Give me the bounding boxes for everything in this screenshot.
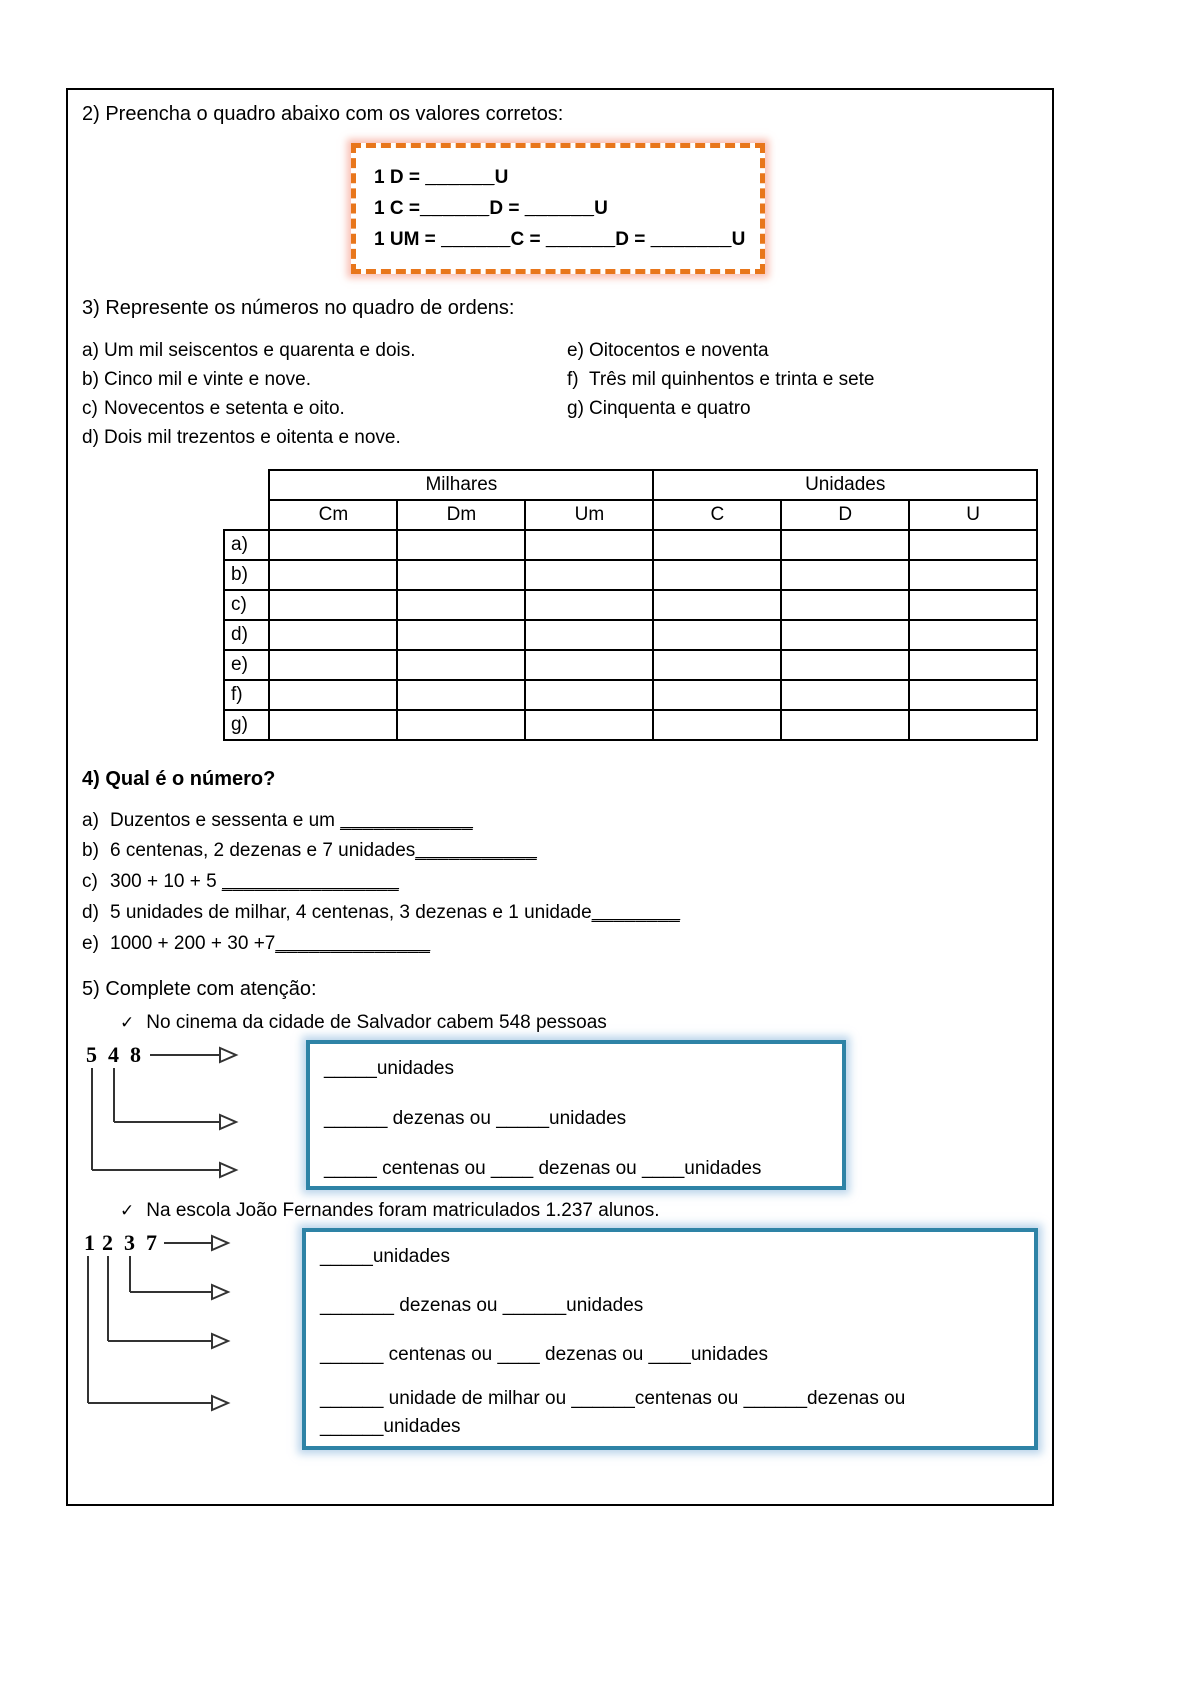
- q3-item-d-label: d): [82, 426, 99, 448]
- q4-item-c-label: c): [82, 871, 98, 893]
- cell-c-u[interactable]: [909, 590, 1037, 620]
- cell-e-dm[interactable]: [397, 650, 525, 680]
- column-header-c: C: [653, 500, 781, 530]
- q5-part1-diagram-row: [78, 1040, 1038, 1190]
- q3-item-e-text: Oitocentos e noventa: [589, 340, 769, 361]
- q3-item-f-label: f): [567, 368, 579, 390]
- row-label-a: a): [224, 530, 269, 560]
- q3-item-g: [567, 395, 1038, 424]
- q4-item-a-label: a): [82, 809, 99, 831]
- row-label-e: e): [224, 650, 269, 680]
- q4-item-c-blank[interactable]: ________________: [222, 871, 400, 893]
- bracket-arrows-svg-548: [78, 1040, 298, 1190]
- question-4-items: [82, 806, 1038, 960]
- orange-line-2-mid-2: U: [594, 198, 608, 219]
- q5-part2-statement: Na escola João Fernandes foram matriculados 1.237 alunos.: [146, 1200, 660, 1222]
- orange-line-3: [370, 224, 760, 255]
- check-icon: ✓: [120, 1201, 135, 1221]
- row-label-f: f): [224, 680, 269, 710]
- group-header-milhares: Milhares: [269, 470, 653, 500]
- q4-item-d: [82, 898, 1038, 929]
- orange-line-2-mid-1: D =: [489, 198, 525, 219]
- q5-part2-line-2[interactable]: _______ dezenas ou ______unidades: [320, 1294, 644, 1316]
- cell-b-u[interactable]: [909, 560, 1037, 590]
- q4-item-d-label: d): [82, 901, 99, 923]
- table-row: [224, 530, 1037, 560]
- orange-line-2-blank-1[interactable]: ______: [419, 198, 490, 219]
- column-header-u: U: [909, 500, 1037, 530]
- digit-7: 7: [146, 1230, 157, 1256]
- cell-c-d[interactable]: [781, 590, 909, 620]
- q4-item-c-text: 300 + 10 + 5: [110, 871, 222, 893]
- cell-g-c[interactable]: [653, 710, 781, 740]
- cell-a-dm[interactable]: [397, 530, 525, 560]
- q5-part1-line-1[interactable]: _____unidades: [324, 1058, 454, 1080]
- table-column-header-row: [224, 500, 1037, 530]
- q4-item-b-blank[interactable]: ___________: [415, 840, 538, 862]
- cell-e-d[interactable]: [781, 650, 909, 680]
- orange-line-1: [370, 162, 760, 193]
- cell-b-c[interactable]: [653, 560, 781, 590]
- q5-part1-bracket-diagram: [78, 1040, 298, 1190]
- cell-a-u[interactable]: [909, 530, 1037, 560]
- table-row: [224, 560, 1037, 590]
- table-row: [224, 710, 1037, 740]
- q5-part2-line-1[interactable]: _____unidades: [320, 1245, 450, 1267]
- cell-f-c[interactable]: [653, 680, 781, 710]
- q4-item-d-text: 5 unidades de milhar, 4 centenas, 3 dezenas e 1 unidade: [110, 901, 592, 923]
- table-row: [224, 620, 1037, 650]
- orange-line-1-mid-1: U: [494, 167, 509, 188]
- cell-c-cm[interactable]: [269, 590, 397, 620]
- row-label-d: d): [224, 620, 269, 650]
- digit-5: 5: [86, 1042, 97, 1068]
- check-icon: ✓: [120, 1013, 135, 1033]
- cell-c-dm[interactable]: [397, 590, 525, 620]
- row-label-g: g): [224, 710, 269, 740]
- question-3-right-column: [567, 337, 1038, 453]
- orange-line-2-blank-2[interactable]: ______: [524, 198, 595, 219]
- q3-item-d: [82, 424, 567, 453]
- q5-part1-answer-box: [306, 1040, 846, 1190]
- q3-item-c: [82, 395, 567, 424]
- cell-d-c[interactable]: [653, 620, 781, 650]
- orange-line-3-mid-1: C =: [510, 229, 546, 250]
- cell-d-dm[interactable]: [397, 620, 525, 650]
- orange-line-2: [370, 193, 760, 224]
- table-row: [224, 680, 1037, 710]
- q5-part2-line-3[interactable]: ______ centenas ou ____ dezenas ou ____unidades: [320, 1343, 768, 1365]
- orange-line-3-blank-3[interactable]: _______: [650, 229, 732, 250]
- column-header-dm: Dm: [397, 500, 525, 530]
- q5-part2-answer-box: [302, 1228, 1038, 1450]
- digit-1: 1: [84, 1230, 95, 1256]
- q5-part1-line-2[interactable]: ______ dezenas ou _____unidades: [324, 1108, 627, 1130]
- q4-item-a: [82, 806, 1038, 837]
- q4-item-a-blank[interactable]: ____________: [340, 809, 474, 831]
- q3-item-f-text: Três mil quinhentos e trinta e sete: [589, 368, 875, 390]
- q3-item-g-text: Cinquenta e quatro: [589, 397, 751, 419]
- digit-4: 4: [108, 1042, 119, 1068]
- digit-2: 2: [102, 1230, 113, 1256]
- q3-item-a-label: a): [82, 340, 99, 361]
- orange-line-1-pre: 1 D =: [374, 167, 426, 188]
- cell-f-um[interactable]: [525, 680, 653, 710]
- column-header-um: Um: [525, 500, 653, 530]
- q5-part2-bracket-diagram: [78, 1228, 298, 1450]
- q3-item-c-text: Novecentos e setenta e oito.: [104, 397, 345, 419]
- orange-line-3-mid-3: U: [731, 229, 746, 250]
- question-2-box-wrapper: [78, 143, 1038, 274]
- q4-item-e-label: e): [82, 932, 99, 954]
- cell-g-u[interactable]: [909, 710, 1037, 740]
- worksheet-page: [66, 88, 1054, 1506]
- q3-item-d-text: Dois mil trezentos e oitenta e nove.: [104, 426, 401, 448]
- cell-b-d[interactable]: [781, 560, 909, 590]
- cell-f-cm[interactable]: [269, 680, 397, 710]
- q3-item-e: [567, 337, 1038, 366]
- orange-line-3-blank-2[interactable]: ______: [545, 229, 616, 250]
- q3-item-b-text: Cinco mil e vinte e nove.: [104, 368, 311, 390]
- table-corner-cell: [224, 470, 269, 500]
- q4-item-c: [82, 867, 1038, 898]
- q4-item-b: [82, 836, 1038, 867]
- q4-item-b-text: 6 centenas, 2 dezenas e 7 unidades: [110, 840, 416, 862]
- cell-b-dm[interactable]: [397, 560, 525, 590]
- cell-g-cm[interactable]: [269, 710, 397, 740]
- orange-line-3-mid-2: D =: [615, 229, 651, 250]
- question-4-title: 4) Qual é o número?: [82, 767, 276, 790]
- q4-item-e-text: 1000 + 200 + 30 +7: [110, 932, 276, 954]
- row-label-c: c): [224, 590, 269, 620]
- q3-item-c-label: c): [82, 397, 98, 419]
- q3-item-b-label: b): [82, 368, 99, 390]
- cell-g-d[interactable]: [781, 710, 909, 740]
- column-header-d: D: [781, 500, 909, 530]
- question-3-items: [82, 337, 1038, 453]
- q5-part1-statement: No cinema da cidade de Salvador cabem 548 pessoas: [146, 1012, 607, 1034]
- question-3-left-column: [82, 337, 567, 453]
- question-3-title: 3) Represente os números no quadro de ordens:: [82, 297, 515, 319]
- cell-e-c[interactable]: [653, 650, 781, 680]
- cell-f-d[interactable]: [781, 680, 909, 710]
- q3-item-e-label: e): [567, 340, 584, 361]
- q4-item-b-label: b): [82, 840, 99, 862]
- orange-line-3-blank-1[interactable]: ______: [441, 229, 511, 250]
- cell-g-dm[interactable]: [397, 710, 525, 740]
- column-header-cm: Cm: [269, 500, 397, 530]
- q4-item-a-text: Duzentos e sessenta e um: [110, 809, 341, 831]
- cell-b-um[interactable]: [525, 560, 653, 590]
- table-corner-cell-2: [224, 500, 269, 530]
- cell-c-c[interactable]: [653, 590, 781, 620]
- row-label-b: b): [224, 560, 269, 590]
- q5-part2-diagram-row: [78, 1228, 1038, 1450]
- q5-part1-statement-row: [120, 1012, 1038, 1034]
- q3-item-a: [82, 337, 567, 366]
- q3-item-f: [567, 366, 1038, 395]
- cell-c-um[interactable]: [525, 590, 653, 620]
- cell-e-um[interactable]: [525, 650, 653, 680]
- question-2-title: 2) Preencha o quadro abaixo com os valores corretos:: [82, 103, 564, 125]
- q5-part2-line-4[interactable]: ______ unidade de milhar ou ______centenas ou ______dezenas ou ______unidades: [320, 1388, 906, 1437]
- cell-d-cm[interactable]: [269, 620, 397, 650]
- q3-item-b: [82, 366, 567, 395]
- place-value-orange-box: [351, 143, 765, 274]
- cell-d-um[interactable]: [525, 620, 653, 650]
- cell-a-cm[interactable]: [269, 530, 397, 560]
- orange-line-1-blank-1[interactable]: ______: [425, 167, 495, 188]
- q3-item-g-label: g): [567, 397, 584, 419]
- table-group-header-row: [224, 470, 1037, 500]
- orange-line-3-pre: 1 UM =: [374, 229, 442, 250]
- cell-b-cm[interactable]: [269, 560, 397, 590]
- group-header-unidades: Unidades: [653, 470, 1037, 500]
- cell-e-cm[interactable]: [269, 650, 397, 680]
- q5-part2-statement-row: [120, 1200, 1038, 1222]
- q4-item-e: [82, 929, 1038, 960]
- cell-a-c[interactable]: [653, 530, 781, 560]
- orange-line-2-pre: 1 C =: [374, 198, 420, 219]
- digit-8: 8: [130, 1042, 141, 1068]
- bracket-arrows-svg-1237: [78, 1228, 298, 1450]
- q5-part1-line-3[interactable]: _____ centenas ou ____ dezenas ou ____unidades: [324, 1158, 762, 1180]
- cell-f-dm[interactable]: [397, 680, 525, 710]
- table-row: [224, 650, 1037, 680]
- cell-d-d[interactable]: [781, 620, 909, 650]
- digit-3: 3: [124, 1230, 135, 1256]
- cell-a-d[interactable]: [781, 530, 909, 560]
- question-5-title: 5) Complete com atenção:: [82, 978, 317, 1001]
- table-row: [224, 590, 1037, 620]
- q4-item-e-blank[interactable]: ______________: [275, 932, 431, 954]
- cell-a-um[interactable]: [525, 530, 653, 560]
- cell-g-um[interactable]: [525, 710, 653, 740]
- cell-f-u[interactable]: [909, 680, 1037, 710]
- place-value-table: [223, 469, 1038, 741]
- q4-item-d-blank[interactable]: ________: [591, 901, 681, 923]
- cell-d-u[interactable]: [909, 620, 1037, 650]
- q3-item-a-text: Um mil seiscentos e quarenta e dois.: [104, 340, 416, 361]
- cell-e-u[interactable]: [909, 650, 1037, 680]
